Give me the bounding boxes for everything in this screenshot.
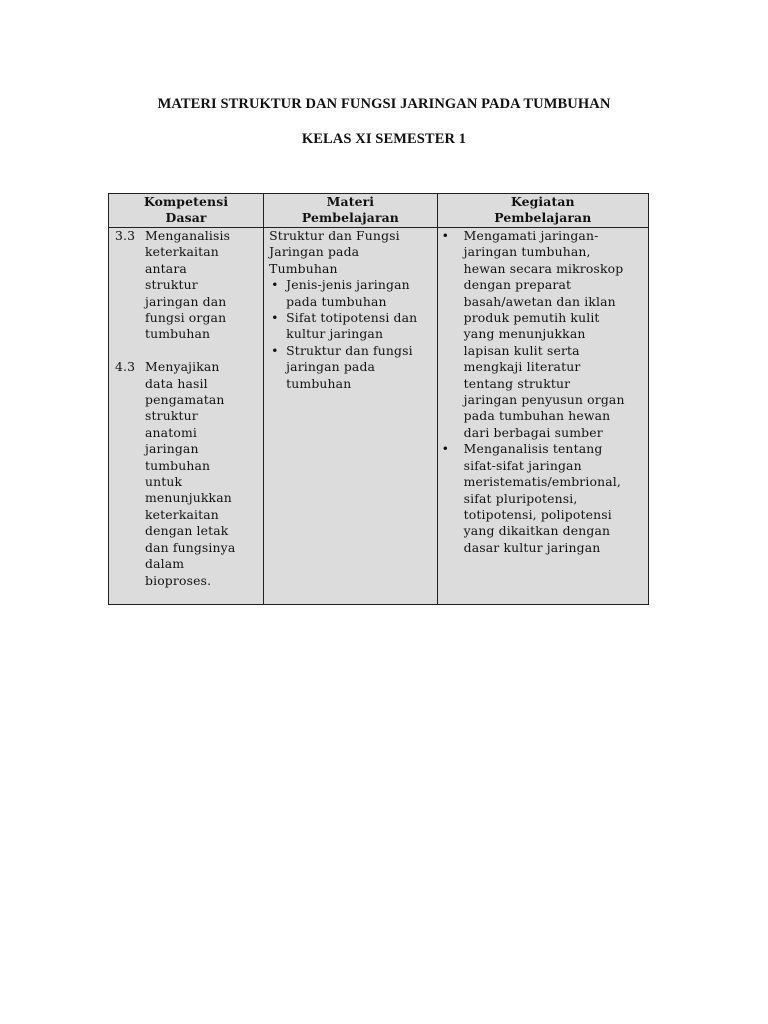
materi-item-line: Struktur dan fungsi: [286, 342, 413, 358]
kegiatan-item-line: dasar kultur jaringan: [463, 539, 601, 555]
kegiatan-item-line: Menganalisis tentang: [463, 441, 603, 457]
kompetensi-number: 4.3: [115, 359, 136, 375]
header-text: Dasar: [165, 210, 207, 226]
kompetensi-item: [109, 359, 263, 589]
kompetensi-text-line: tumbuhan: [145, 457, 211, 473]
kompetensi-text-line: keterkaitan: [145, 506, 219, 522]
kompetensi-text-line: untuk: [145, 474, 183, 490]
list-item: [438, 228, 648, 441]
materi-cell: [264, 228, 437, 605]
header-text: Pembelajaran: [301, 210, 399, 226]
kompetensi-text-line: keterkaitan: [145, 244, 219, 260]
materi-intro-line: Jaringan pada: [269, 244, 360, 260]
document-title: MATERI STRUKTUR DAN FUNGSI JARINGAN PADA TUMBUHAN: [157, 96, 611, 112]
kegiatan-item-line: basah/awetan dan iklan: [463, 293, 616, 309]
kegiatan-list: [438, 228, 648, 556]
kompetensi-text-line: Menganalisis: [145, 228, 231, 243]
bullet-icon: •: [271, 277, 279, 293]
kegiatan-item-line: sifat-sifat jaringan: [463, 457, 582, 473]
kegiatan-item-line: totipotensi, polipotensi: [463, 506, 612, 522]
kompetensi-text-line: struktur: [145, 277, 198, 293]
list-item: [264, 277, 436, 310]
kompetensi-number: 3.3: [115, 228, 136, 243]
kompetensi-dasar-cell: [109, 228, 264, 605]
kompetensi-text-line: dan fungsinya: [145, 539, 236, 555]
bullet-icon: •: [271, 342, 279, 358]
materi-item-line: jaringan pada: [286, 359, 376, 375]
materi-item-line: tumbuhan: [286, 375, 352, 391]
kompetensi-text-line: dalam: [145, 556, 185, 572]
list-item: [264, 310, 436, 343]
header-kegiatan-pembelajaran: [437, 194, 648, 228]
kegiatan-item-line: jaringan tumbuhan,: [463, 244, 591, 260]
kegiatan-item-line: tentang struktur: [463, 375, 571, 391]
bullet-icon: •: [271, 310, 279, 326]
header-kompetensi-dasar: [109, 194, 264, 228]
kompetensi-text-line: antara: [145, 260, 187, 276]
list-item: [264, 343, 436, 392]
kompetensi-text-line: data hasil: [145, 375, 208, 391]
materi-item-line: Jenis-jenis jaringan: [286, 277, 410, 293]
materi-item-line: Sifat totipotensi dan: [286, 310, 418, 326]
kegiatan-item-line: hewan secara mikroskop: [463, 260, 624, 276]
materi-intro-line: Tumbuhan: [269, 260, 338, 276]
materi-intro: [264, 228, 436, 277]
kegiatan-item-line: meristematis/embrional,: [463, 474, 621, 490]
table-row: [109, 228, 649, 605]
kompetensi-dasar-list: [109, 228, 263, 589]
materi-item-line: kultur jaringan: [286, 326, 384, 342]
materi-item-line: pada tumbuhan: [286, 293, 387, 309]
kompetensi-text-line: anatomi: [145, 424, 197, 440]
bullet-icon: •: [441, 228, 450, 243]
kompetensi-text-line: struktur: [145, 408, 198, 424]
kegiatan-item-line: produk pemutih kulit: [463, 310, 600, 326]
kegiatan-item-line: mengkaji literatur: [463, 359, 581, 375]
kompetensi-text-line: bioproses.: [145, 572, 212, 588]
kompetensi-text-line: Menyajikan: [145, 359, 220, 375]
kegiatan-item-line: sifat pluripotensi,: [463, 490, 578, 506]
document-subtitle: KELAS XI SEMESTER 1: [301, 131, 467, 147]
list-item: [438, 441, 648, 556]
kegiatan-item-line: pada tumbuhan hewan: [463, 408, 611, 424]
kompetensi-text-line: dengan letak: [145, 523, 229, 539]
kompetensi-text-line: pengamatan: [145, 392, 225, 408]
kegiatan-cell: [437, 228, 648, 605]
table-header-row: [109, 194, 649, 228]
kegiatan-item-line: Mengamati jaringan-: [463, 228, 599, 243]
kompetensi-item: [109, 228, 263, 343]
kompetensi-text-line: jaringan: [145, 441, 199, 457]
kegiatan-item-line: lapisan kulit serta: [463, 342, 580, 358]
kompetensi-text-line: fungsi organ: [145, 310, 227, 326]
materi-intro-line: Struktur dan Fungsi: [269, 228, 400, 243]
header-text: Pembelajaran: [494, 210, 592, 226]
kompetensi-text-line: tumbuhan: [145, 326, 211, 342]
bullet-icon: •: [441, 441, 450, 457]
kegiatan-item-line: jaringan penyusun organ: [463, 392, 625, 408]
kompetensi-text-line: menunjukkan: [145, 490, 232, 506]
header-materi-pembelajaran: [264, 194, 437, 228]
kompetensi-text-line: jaringan dan: [145, 293, 227, 309]
materi-list: [264, 277, 436, 392]
header-text: Kegiatan: [510, 194, 575, 209]
header-text: Kompetensi: [143, 194, 229, 209]
kegiatan-item-line: yang menunjukkan: [463, 326, 586, 342]
header-text: Materi: [326, 194, 375, 209]
kegiatan-item-line: yang dikaitkan dengan: [463, 523, 611, 539]
spacer: [109, 343, 263, 359]
kegiatan-item-line: dari berbagai sumber: [463, 424, 603, 440]
kegiatan-item-line: dengan preparat: [463, 277, 572, 293]
learning-plan-table: [108, 193, 649, 605]
